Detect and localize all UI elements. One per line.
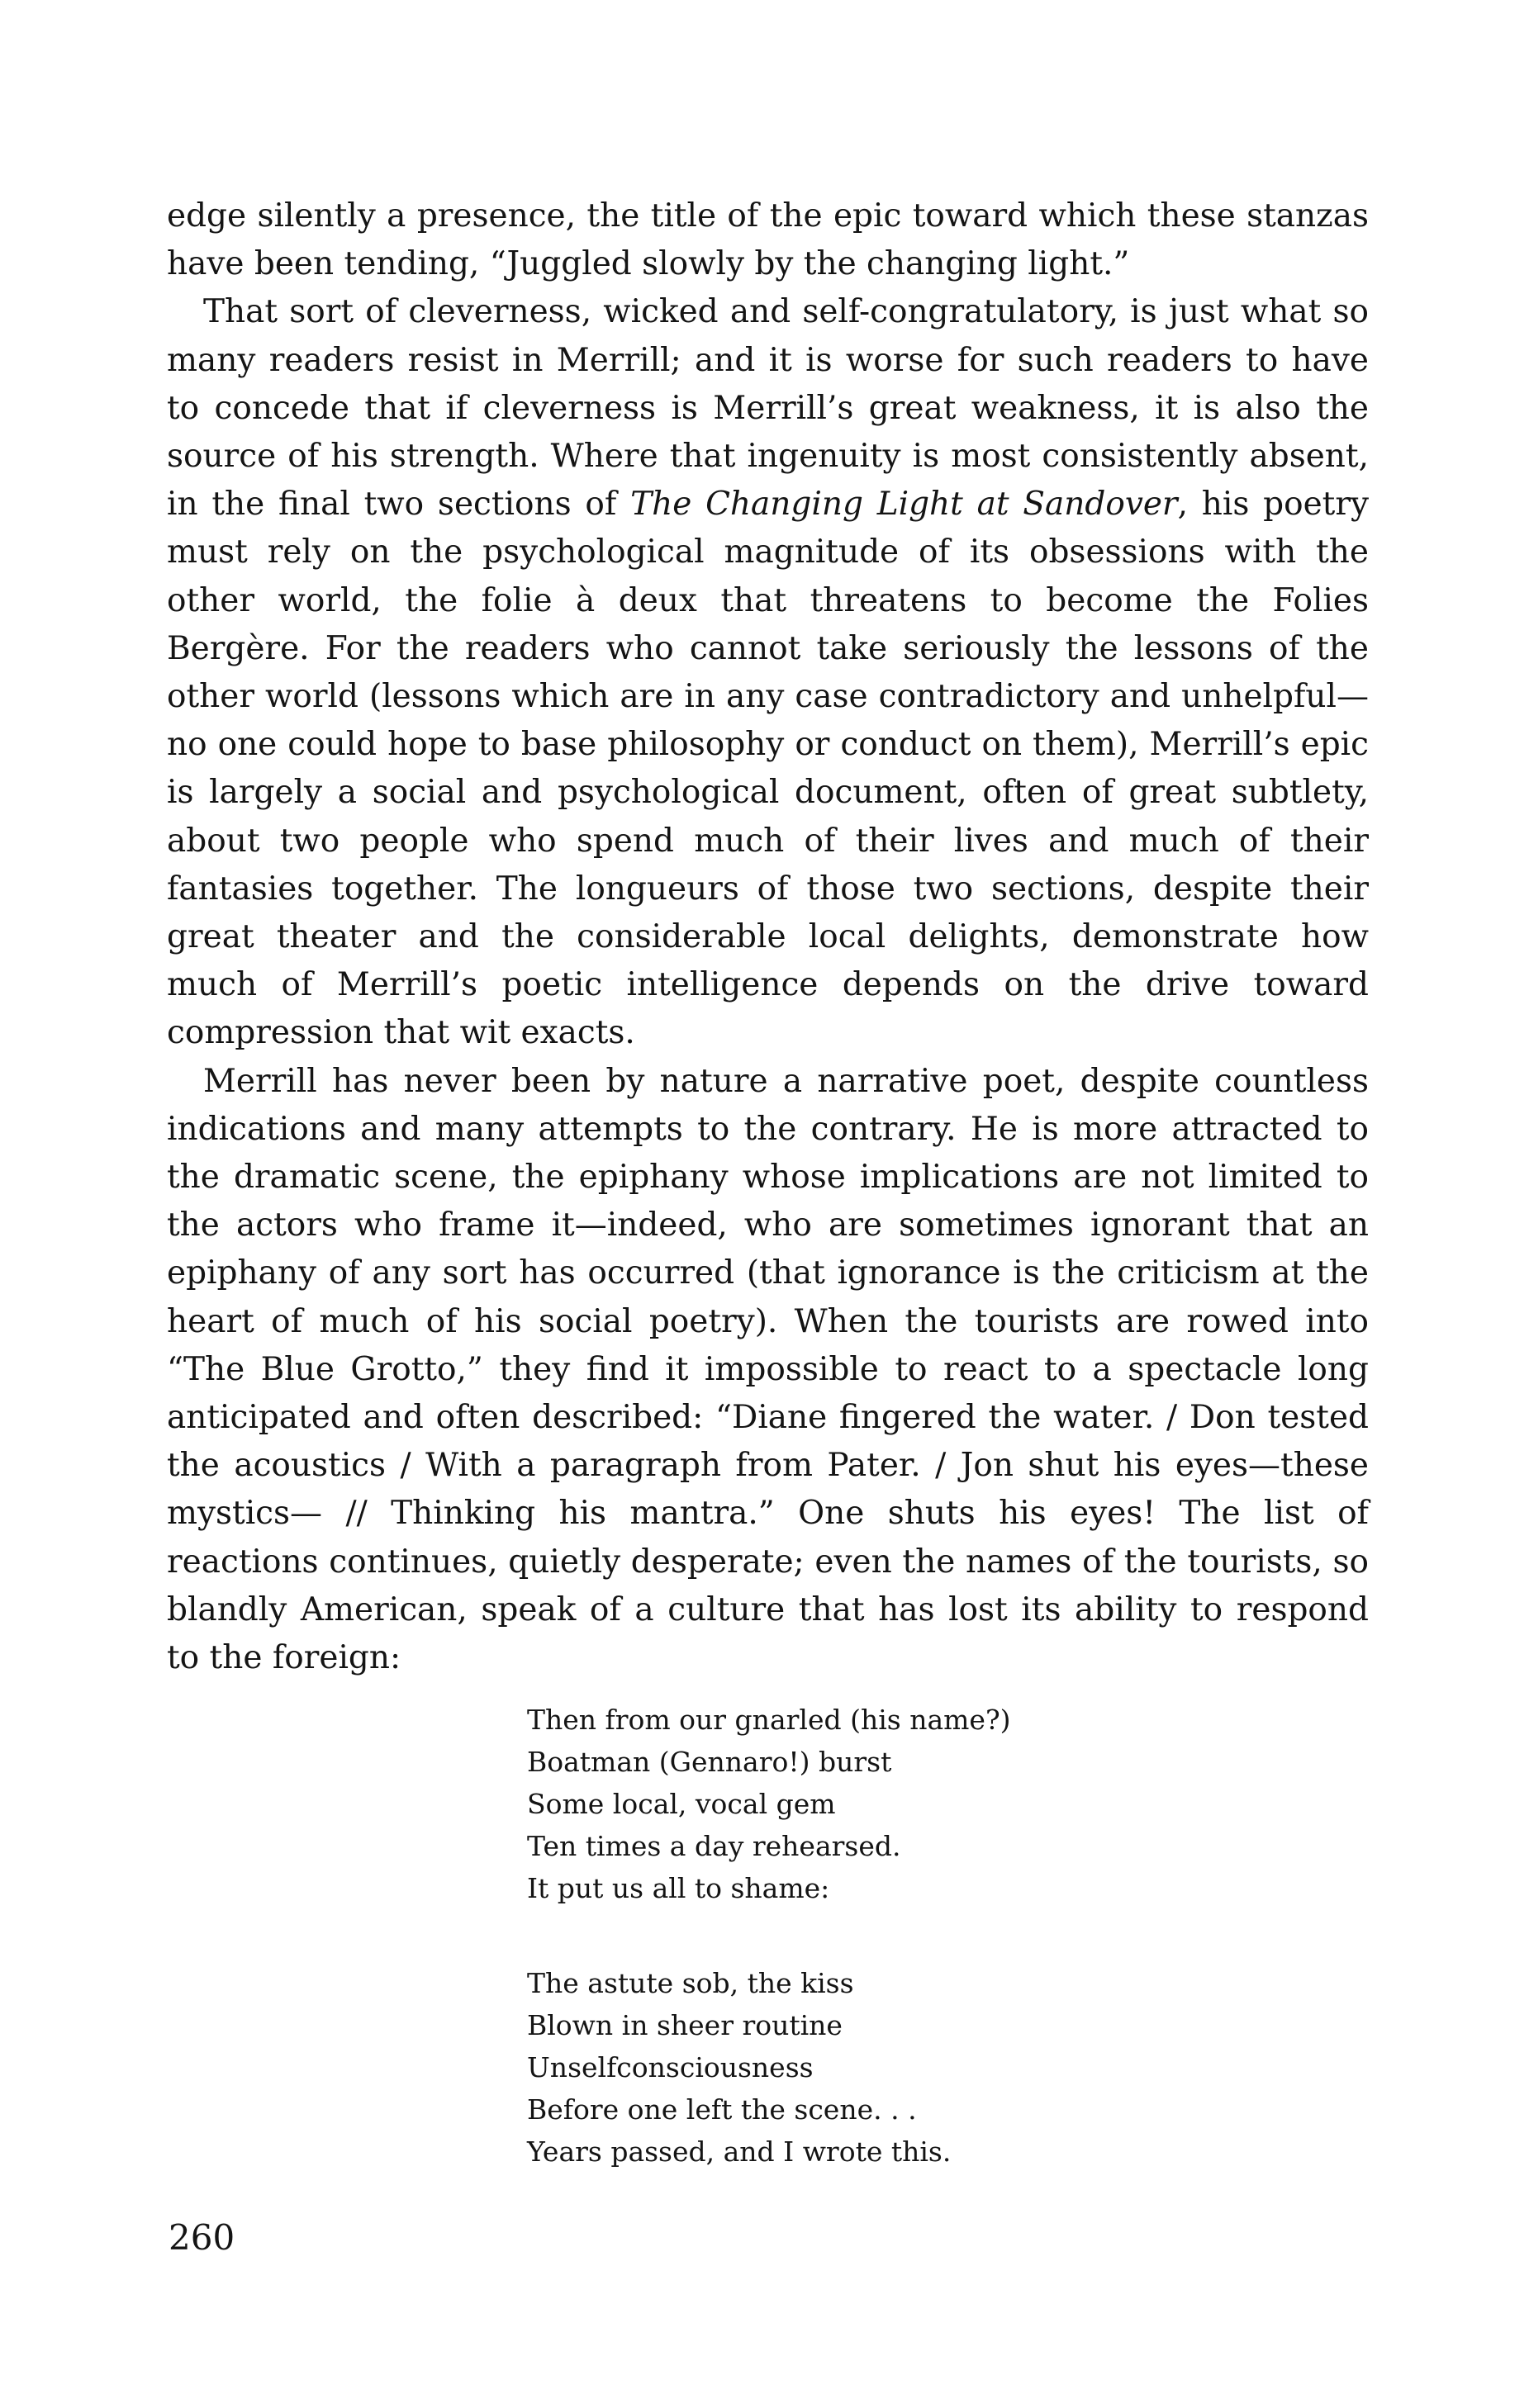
book-title-italic: The Changing Light at Sandover [630, 486, 1178, 524]
paragraph-2 [167, 288, 1369, 1057]
poem-quotation [527, 1699, 1270, 2173]
poem-stanza-1 [527, 1699, 1270, 1909]
poem-line: Ten times a day rehearsed. [527, 1830, 901, 1862]
paragraph-2-text-b: , his poetry must rely on the psychological magnitude of its obsessions with the other world, the folie à deux that threatens to become the Folies Bergère. For the readers who cannot take seriously the lessons of the other world (lessons which are in any case contradictory and unhelpful—no one could hope to base philosophy or conduct on them), Merrill’s epic is largely a social and psychological document, often of great subtlety, about two people who spend much of their lives and much of their fantasies together. The longueurs of those two sections, despite their great theater and the considerable local delights, demonstrate how much of Merrill’s poetic intelligence depends on the drive toward compression that wit exacts. [167, 486, 1369, 1052]
paragraph-3 [167, 1058, 1369, 1683]
poem-line: Then from our gnarled (his name?) [527, 1704, 1011, 1736]
poem-line: It put us all to shame: [527, 1872, 830, 1904]
poem-line: Years passed, and I wrote this. [527, 2135, 952, 2168]
poem-line: Some local, vocal gem [527, 1788, 836, 1820]
paragraph-2-text-a: That sort of cleverness, wicked and self-congratulatory, is just what so many readers resist in Merrill; and it is worse for such readers to have to concede that if cleverness is Merrill’s great weakness, it is also the source of his strength. Where that ingenuity is most consistently absent, in the final two sections of [167, 293, 1369, 524]
paragraph-1 [167, 192, 1369, 288]
poem-line: Boatman (Gennaro!) burst [527, 1746, 892, 1778]
page-number: 260 [169, 2217, 235, 2258]
paragraph-1-text: edge silently a presence, the title of the epic toward which these stanzas have been tending, “Juggled slowly by the changing light.” [167, 197, 1369, 283]
poem-line: Before one left the scene. . . [527, 2093, 917, 2126]
poem-line: Blown in sheer routine [527, 2009, 843, 2041]
poem-line: Unselfconsciousness [527, 2051, 814, 2083]
poem-line: The astute sob, the kiss [527, 1967, 854, 1999]
poem-stanza-2 [527, 1962, 1270, 2173]
body-text [167, 192, 1369, 1682]
paragraph-3-text: Merrill has never been by nature a narrative poet, despite countless indications and many attempts to the contrary. He is more attracted to the dramatic scene, the epiphany whose implications are not limited to the actors who frame it—indeed, who are sometimes ignorant that an epiphany of any sort has occurred (that ignorance is the criticism at the heart of much of his social poetry). When the tourists are rowed into “The Blue Grotto,” they find it impossible to react to a spectacle long anticipated and often described: “Diane fingered the water. / Don tested the acoustics / With a paragraph from Pater. / Jon shut his eyes—these mystics— // Thinking his mantra.” One shuts his eyes! The list of reactions continues, quietly desperate; even the names of the tourists, so blandly American, speak of a culture that has lost its ability to respond to the foreign: [167, 1062, 1369, 1677]
